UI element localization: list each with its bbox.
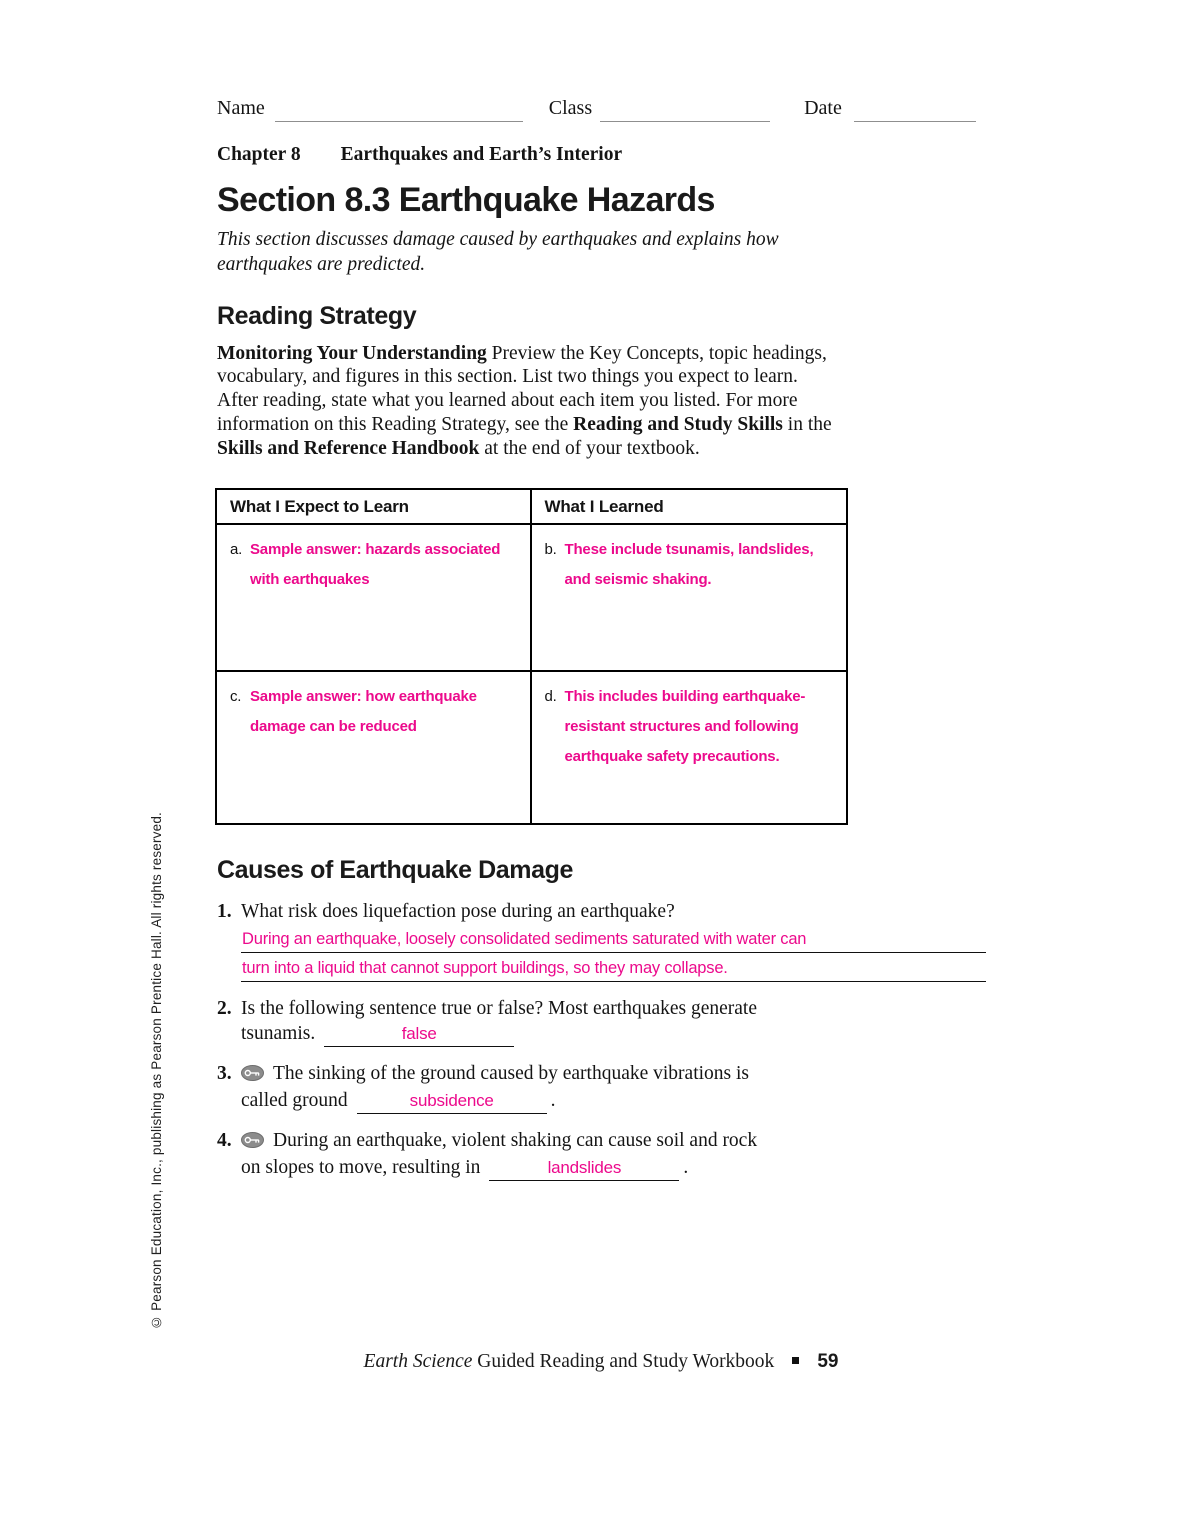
question-3-text-before-blank: called ground <box>241 1089 348 1111</box>
cell-a-answer: Sample answer: hazards associated with earthquakes <box>250 540 501 588</box>
question-1-number: 1. <box>217 900 232 922</box>
table-header-row <box>217 490 846 525</box>
class-field[interactable] <box>600 102 770 122</box>
date-field[interactable] <box>854 102 976 122</box>
cell-d-answer: This includes building earthquake-resistant structures and following earthquake safety precautions. <box>564 687 806 765</box>
question-4-text-before-blank: on slopes to move, resulting in <box>241 1156 481 1178</box>
question-1-answer-line-2[interactable]: turn into a liquid that cannot support buildings, so they may collapse. <box>241 953 986 982</box>
question-2-text-line-1: Is the following sentence true or false? Most earthquakes generate <box>241 998 758 1020</box>
section-title: Section 8.3 Earthquake Hazards <box>217 181 715 219</box>
question-2 <box>217 997 985 1047</box>
reading-strategy-bold-2: Skills and Reference Handbook <box>217 437 480 459</box>
student-info-line <box>217 94 985 122</box>
key-concept-icon <box>241 1131 264 1156</box>
question-2-answer-blank[interactable]: false <box>324 1025 514 1047</box>
reading-strategy-table <box>215 488 848 825</box>
question-4-text-line-2 <box>241 1156 985 1181</box>
cell-a-label: a. <box>230 540 243 558</box>
name-label: Name <box>217 97 265 119</box>
table-cell-a <box>217 525 532 672</box>
question-4-text-after-blank: . <box>683 1156 689 1178</box>
cell-d-label: d. <box>544 687 557 705</box>
question-4 <box>217 1129 985 1181</box>
reading-strategy-text-1: Preview the Key Concepts, topic headings, vocabulary, and figures in this section. List two things you expect to learn. After reading, state what you learned about each item you listed. For more information on this Reading Strategy, see the <box>217 342 827 436</box>
copyright-notice: © Pearson Education, Inc., publishing as Pearson Prentice Hall. All rights reserved. <box>149 812 164 1331</box>
question-2-text-line-2 <box>241 1022 985 1047</box>
question-3-answer-blank[interactable]: subsidence <box>357 1092 547 1114</box>
footer-book-subtitle: Guided Reading and Study Workbook <box>472 1351 775 1372</box>
chapter-title: Earthquakes and Earth’s Interior <box>340 144 623 165</box>
table-cell-c <box>217 672 532 823</box>
chapter-label: Chapter 8 <box>217 144 301 165</box>
cell-c-answer: Sample answer: how earthquake damage can be reduced <box>250 687 477 735</box>
reading-strategy-lead: Monitoring Your Understanding <box>217 342 487 364</box>
table-row <box>217 672 846 823</box>
page-content <box>217 94 985 1181</box>
table-cell-b <box>532 525 847 672</box>
question-1-answer-line-1[interactable]: During an earthquake, loosely consolidated sediments saturated with water can <box>241 924 986 953</box>
question-3-text: The sinking of the ground caused by earthquake vibrations is <box>273 1063 750 1084</box>
question-4-answer-blank[interactable]: landslides <box>489 1159 679 1181</box>
reading-strategy-text-2: in the <box>782 414 832 436</box>
reading-strategy-heading: Reading Strategy <box>217 301 417 330</box>
question-4-text-line-1 <box>241 1129 985 1156</box>
key-concept-icon <box>241 1064 264 1089</box>
question-3-text-line-1 <box>241 1062 985 1089</box>
question-2-number: 2. <box>217 998 232 1020</box>
square-bullet-icon <box>792 1357 799 1364</box>
section-subtitle: This section discusses damage caused by earthquakes and explains how earthquakes are predicted. <box>217 229 779 276</box>
question-1-text: What risk does liquefaction pose during an earthquake? <box>241 900 675 922</box>
page-number: 59 <box>817 1351 839 1372</box>
question-4-text: During an earthquake, violent shaking can cause soil and rock <box>273 1129 758 1151</box>
table-cell-d <box>532 672 847 823</box>
cell-b-answer: These include tsunamis, landslides, and seismic shaking. <box>564 540 814 588</box>
question-3-number: 3. <box>217 1063 232 1084</box>
reading-strategy-bold-1: Reading and Study Skills <box>573 414 783 436</box>
cell-b-label: b. <box>544 540 557 558</box>
date-label: Date <box>804 97 842 119</box>
name-field[interactable] <box>275 102 523 122</box>
footer-book-title: Earth Science <box>363 1351 473 1372</box>
question-2-text-before-blank: tsunamis. <box>241 1023 316 1044</box>
question-1 <box>217 900 985 983</box>
table-row <box>217 525 846 672</box>
question-3-text-after-blank: . <box>550 1089 556 1111</box>
question-3-text-line-2 <box>241 1089 985 1114</box>
class-label: Class <box>548 97 593 119</box>
reading-strategy-text-3: at the end of your textbook. <box>479 437 700 459</box>
reading-strategy-paragraph <box>217 342 842 461</box>
question-4-number: 4. <box>217 1129 232 1151</box>
column-header-learned: What I Learned <box>544 496 664 516</box>
page-footer <box>217 1351 985 1373</box>
cell-c-label: c. <box>230 687 242 705</box>
column-header-expect: What I Expect to Learn <box>217 490 532 523</box>
chapter-heading <box>217 144 985 166</box>
causes-heading: Causes of Earthquake Damage <box>217 855 573 884</box>
question-3 <box>217 1062 985 1114</box>
